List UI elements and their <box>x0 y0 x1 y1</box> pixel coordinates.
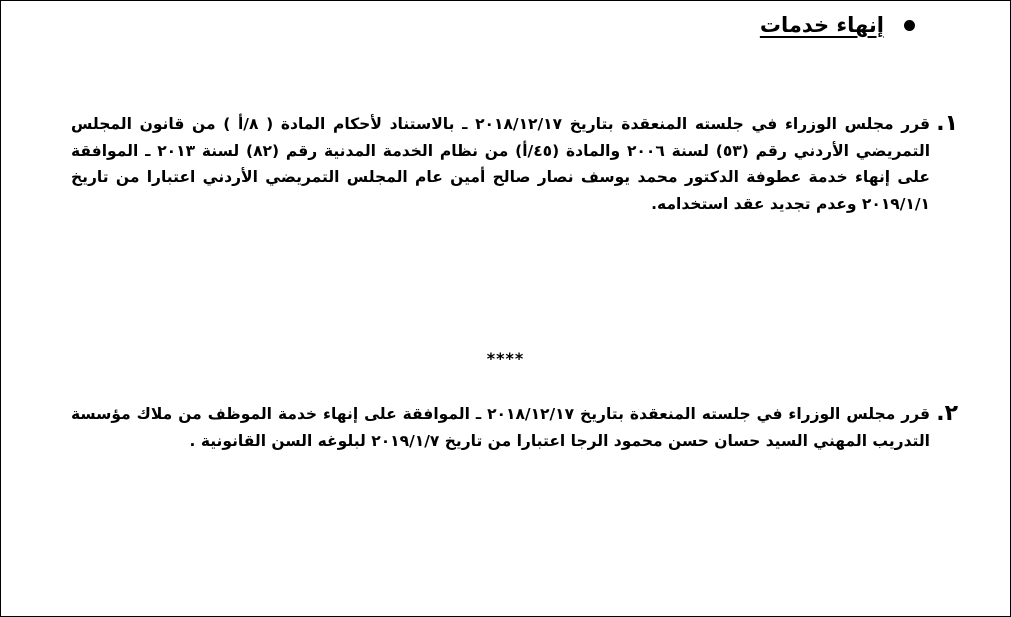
item-number: ١. <box>936 111 958 136</box>
section-heading <box>760 13 915 37</box>
item-text: قرر مجلس الوزراء في جلسته المنعقدة بتاريخ ٢٠١٨/١٢/١٧ ـ الموافقة على إنهاء خدمة الموظف من ملاك مؤسسة التدريب المهني السيد حسان حسن محمود الرجا اعتبارا من تاريخ ٢٠١٩/١/٧ لبلوغه السن القانونية . <box>71 405 930 450</box>
decision-item-1 <box>71 111 958 217</box>
decision-item-2 <box>71 401 958 454</box>
item-number: ٢. <box>936 401 958 426</box>
item-text: قرر مجلس الوزراء في جلسته المنعقدة بتاريخ ٢٠١٨/١٢/١٧ ـ بالاستناد لأحكام المادة ( ٨/أ ) من قانون المجلس التمريضي الأردني رقم (٥٣) لسنة ٢٠٠٦ والمادة (٤٥/أ) من نظام الخدمة المدنية رقم (٨٢) لسنة ٢٠١٣ ـ الموافقة على إنهاء خدمة عطوفة الدكتور محمد يوسف نصار صالح أمين عام المجلس التمريضي الأردني اعتبارا من تاريخ ٢٠١٩/١/١ وعدم تجديد عقد استخدامه. <box>71 115 931 213</box>
heading-title: إنهاء خدمات <box>759 13 884 37</box>
bullet-icon <box>904 20 915 31</box>
separator-stars: **** <box>486 349 525 368</box>
